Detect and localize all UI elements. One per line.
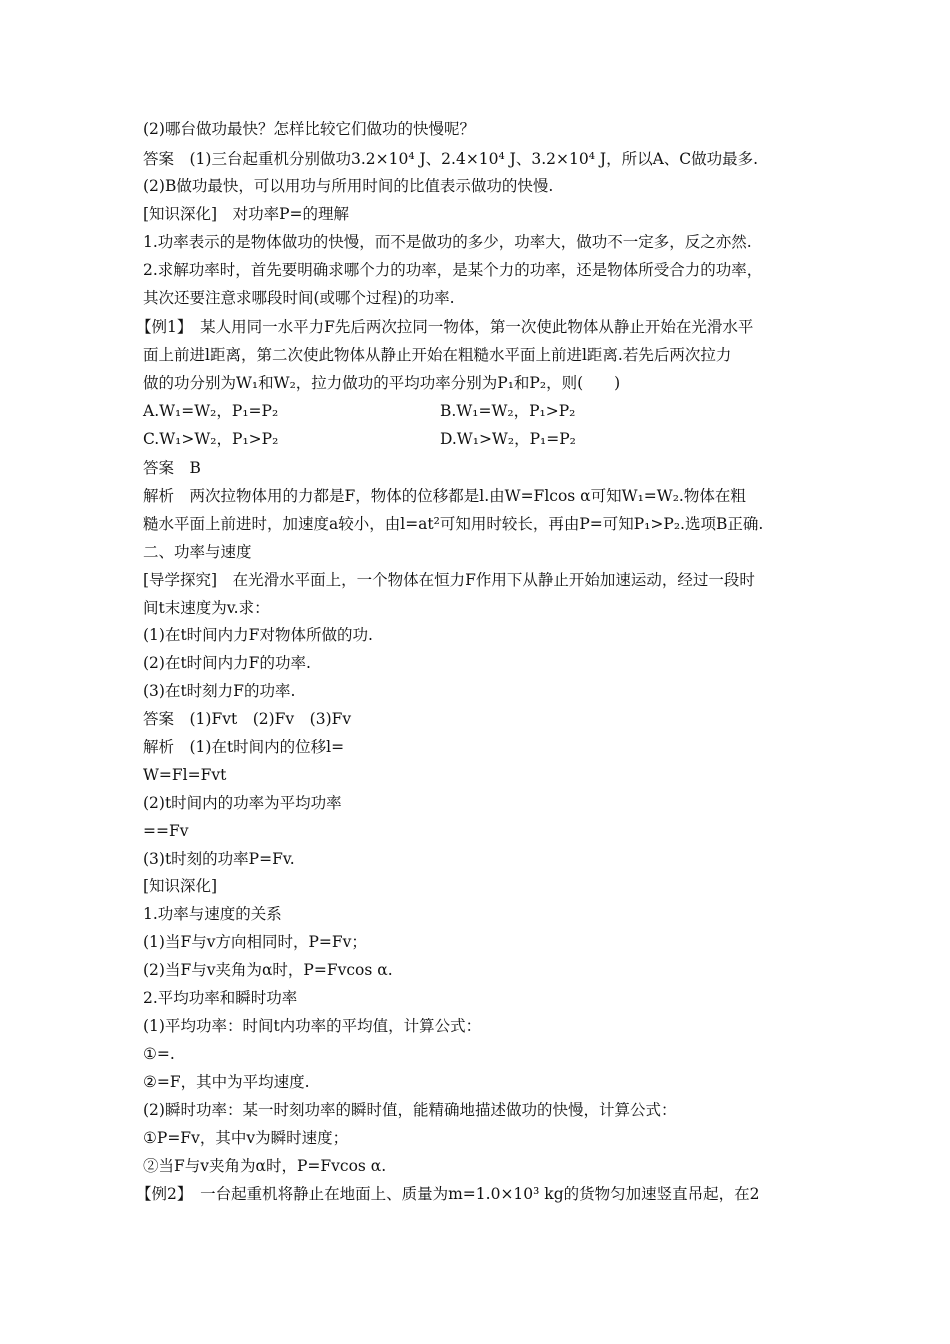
inquiry-q1: (1)在t时间内力F对物体所做的功. xyxy=(143,626,373,644)
knowledge-point-2-cont: 其次还要注意求哪段时间(或哪个过程)的功率. xyxy=(143,289,455,307)
guided-inquiry-1: [导学探究] 在光滑水平面上，一个物体在恒力F作用下从静止开始加速运动，经过一段时 xyxy=(143,571,755,589)
knowledge-point-2: 2.求解功率时，首先要明确求哪个力的功率，是某个力的功率，还是物体所受合力的功率， xyxy=(143,261,763,279)
instant-power-formula-2: ②当F与v夹角为α时，P=Fvcos α. xyxy=(143,1157,387,1175)
options-row-2 xyxy=(143,426,823,452)
option-d: D.W₁>W₂，P₁=P₂ xyxy=(440,430,576,448)
knowledge-heading: [知识深化] 对功率P=的理解 xyxy=(143,205,350,223)
inquiry-analysis-4: ==Fv xyxy=(143,822,189,840)
relation-2: (2)当F与v夹角为α时，P=Fvcos α. xyxy=(143,961,393,979)
example-1-answer: 答案 B xyxy=(143,459,201,477)
option-c: C.W₁>W₂，P₁>P₂ xyxy=(143,430,279,448)
avg-instant-heading: 2.平均功率和瞬时功率 xyxy=(143,989,298,1007)
instant-power-def: (2)瞬时功率：某一时刻功率的瞬时值，能精确地描述做功的快慢，计算公式： xyxy=(143,1101,677,1119)
question-2: (2)哪台做功最快？怎样比较它们做功的快慢呢？ xyxy=(143,120,475,138)
avg-power-formula-2: ②=F，其中为平均速度. xyxy=(143,1073,310,1091)
relation-heading: 1.功率与速度的关系 xyxy=(143,905,282,923)
example-1-analysis-1: 解析 两次拉物体用的力都是F，物体的位移都是l.由W=Flcos α可知W₁=W₂.物体在粗 xyxy=(143,487,746,505)
example-1-analysis-2: 糙水平面上前进时，加速度a较小，由l=at²可知用时较长，再由P=可知P₁>P₂.选项B正确. xyxy=(143,515,764,533)
instant-power-formula-1: ①P=Fv，其中v为瞬时速度； xyxy=(143,1129,349,1147)
options-row-1 xyxy=(143,398,823,424)
inquiry-analysis-3: (2)t时间内的功率为平均功率 xyxy=(143,794,342,812)
knowledge-point-1: 1.功率表示的是物体做功的快慢，而不是做功的多少，功率大，做功不一定多，反之亦然. xyxy=(143,233,752,251)
inquiry-q2: (2)在t时间内力F的功率. xyxy=(143,654,311,672)
answer-1: 答案 (1)三台起重机分别做功3.2×10⁴ J、2.4×10⁴ J、3.2×10⁴ J，所以A、C做功最多. xyxy=(143,150,759,168)
inquiry-analysis-1: 解析 (1)在t时间内的位移l= xyxy=(143,738,345,756)
section-heading-power-velocity: 二、功率与速度 xyxy=(143,543,252,561)
example-2-line-1: 【例2】 一台起重机将静止在地面上、质量为m=1.0×10³ kg的货物匀加速竖直吊起，在2 xyxy=(136,1185,760,1203)
inquiry-q3: (3)在t时刻力F的功率. xyxy=(143,682,296,700)
example-1-line-3: 做的功分别为W₁和W₂，拉力做功的平均功率分别为P₁和P₂，则( ) xyxy=(143,374,621,392)
avg-power-def: (1)平均功率：时间t内功率的平均值，计算公式： xyxy=(143,1017,482,1035)
relation-1: (1)当F与v方向相同时，P=Fv； xyxy=(143,933,367,951)
inquiry-analysis-2: W=Fl=Fvt xyxy=(143,766,227,784)
option-b: B.W₁=W₂，P₁>P₂ xyxy=(440,402,576,420)
avg-power-formula-1: ①=. xyxy=(143,1045,175,1063)
answer-2: (2)B做功最快，可以用功与所用时间的比值表示做功的快慢. xyxy=(143,177,554,195)
knowledge-heading-2: [知识深化] xyxy=(143,877,218,895)
inquiry-analysis-5: (3)t时刻的功率P=Fv. xyxy=(143,850,295,868)
inquiry-answer: 答案 (1)Fvt (2)Fv (3)Fv xyxy=(143,710,352,728)
example-1-line-1: 【例1】 某人用同一水平力F先后两次拉同一物体，第一次使此物体从静止开始在光滑水平 xyxy=(136,318,754,336)
option-a: A.W₁=W₂，P₁=P₂ xyxy=(143,402,279,420)
guided-inquiry-2: 间t末速度为v.求： xyxy=(143,599,270,617)
example-1-line-2: 面上前进l距离，第二次使此物体从静止开始在粗糙水平面上前进l距离.若先后两次拉力 xyxy=(143,346,732,364)
